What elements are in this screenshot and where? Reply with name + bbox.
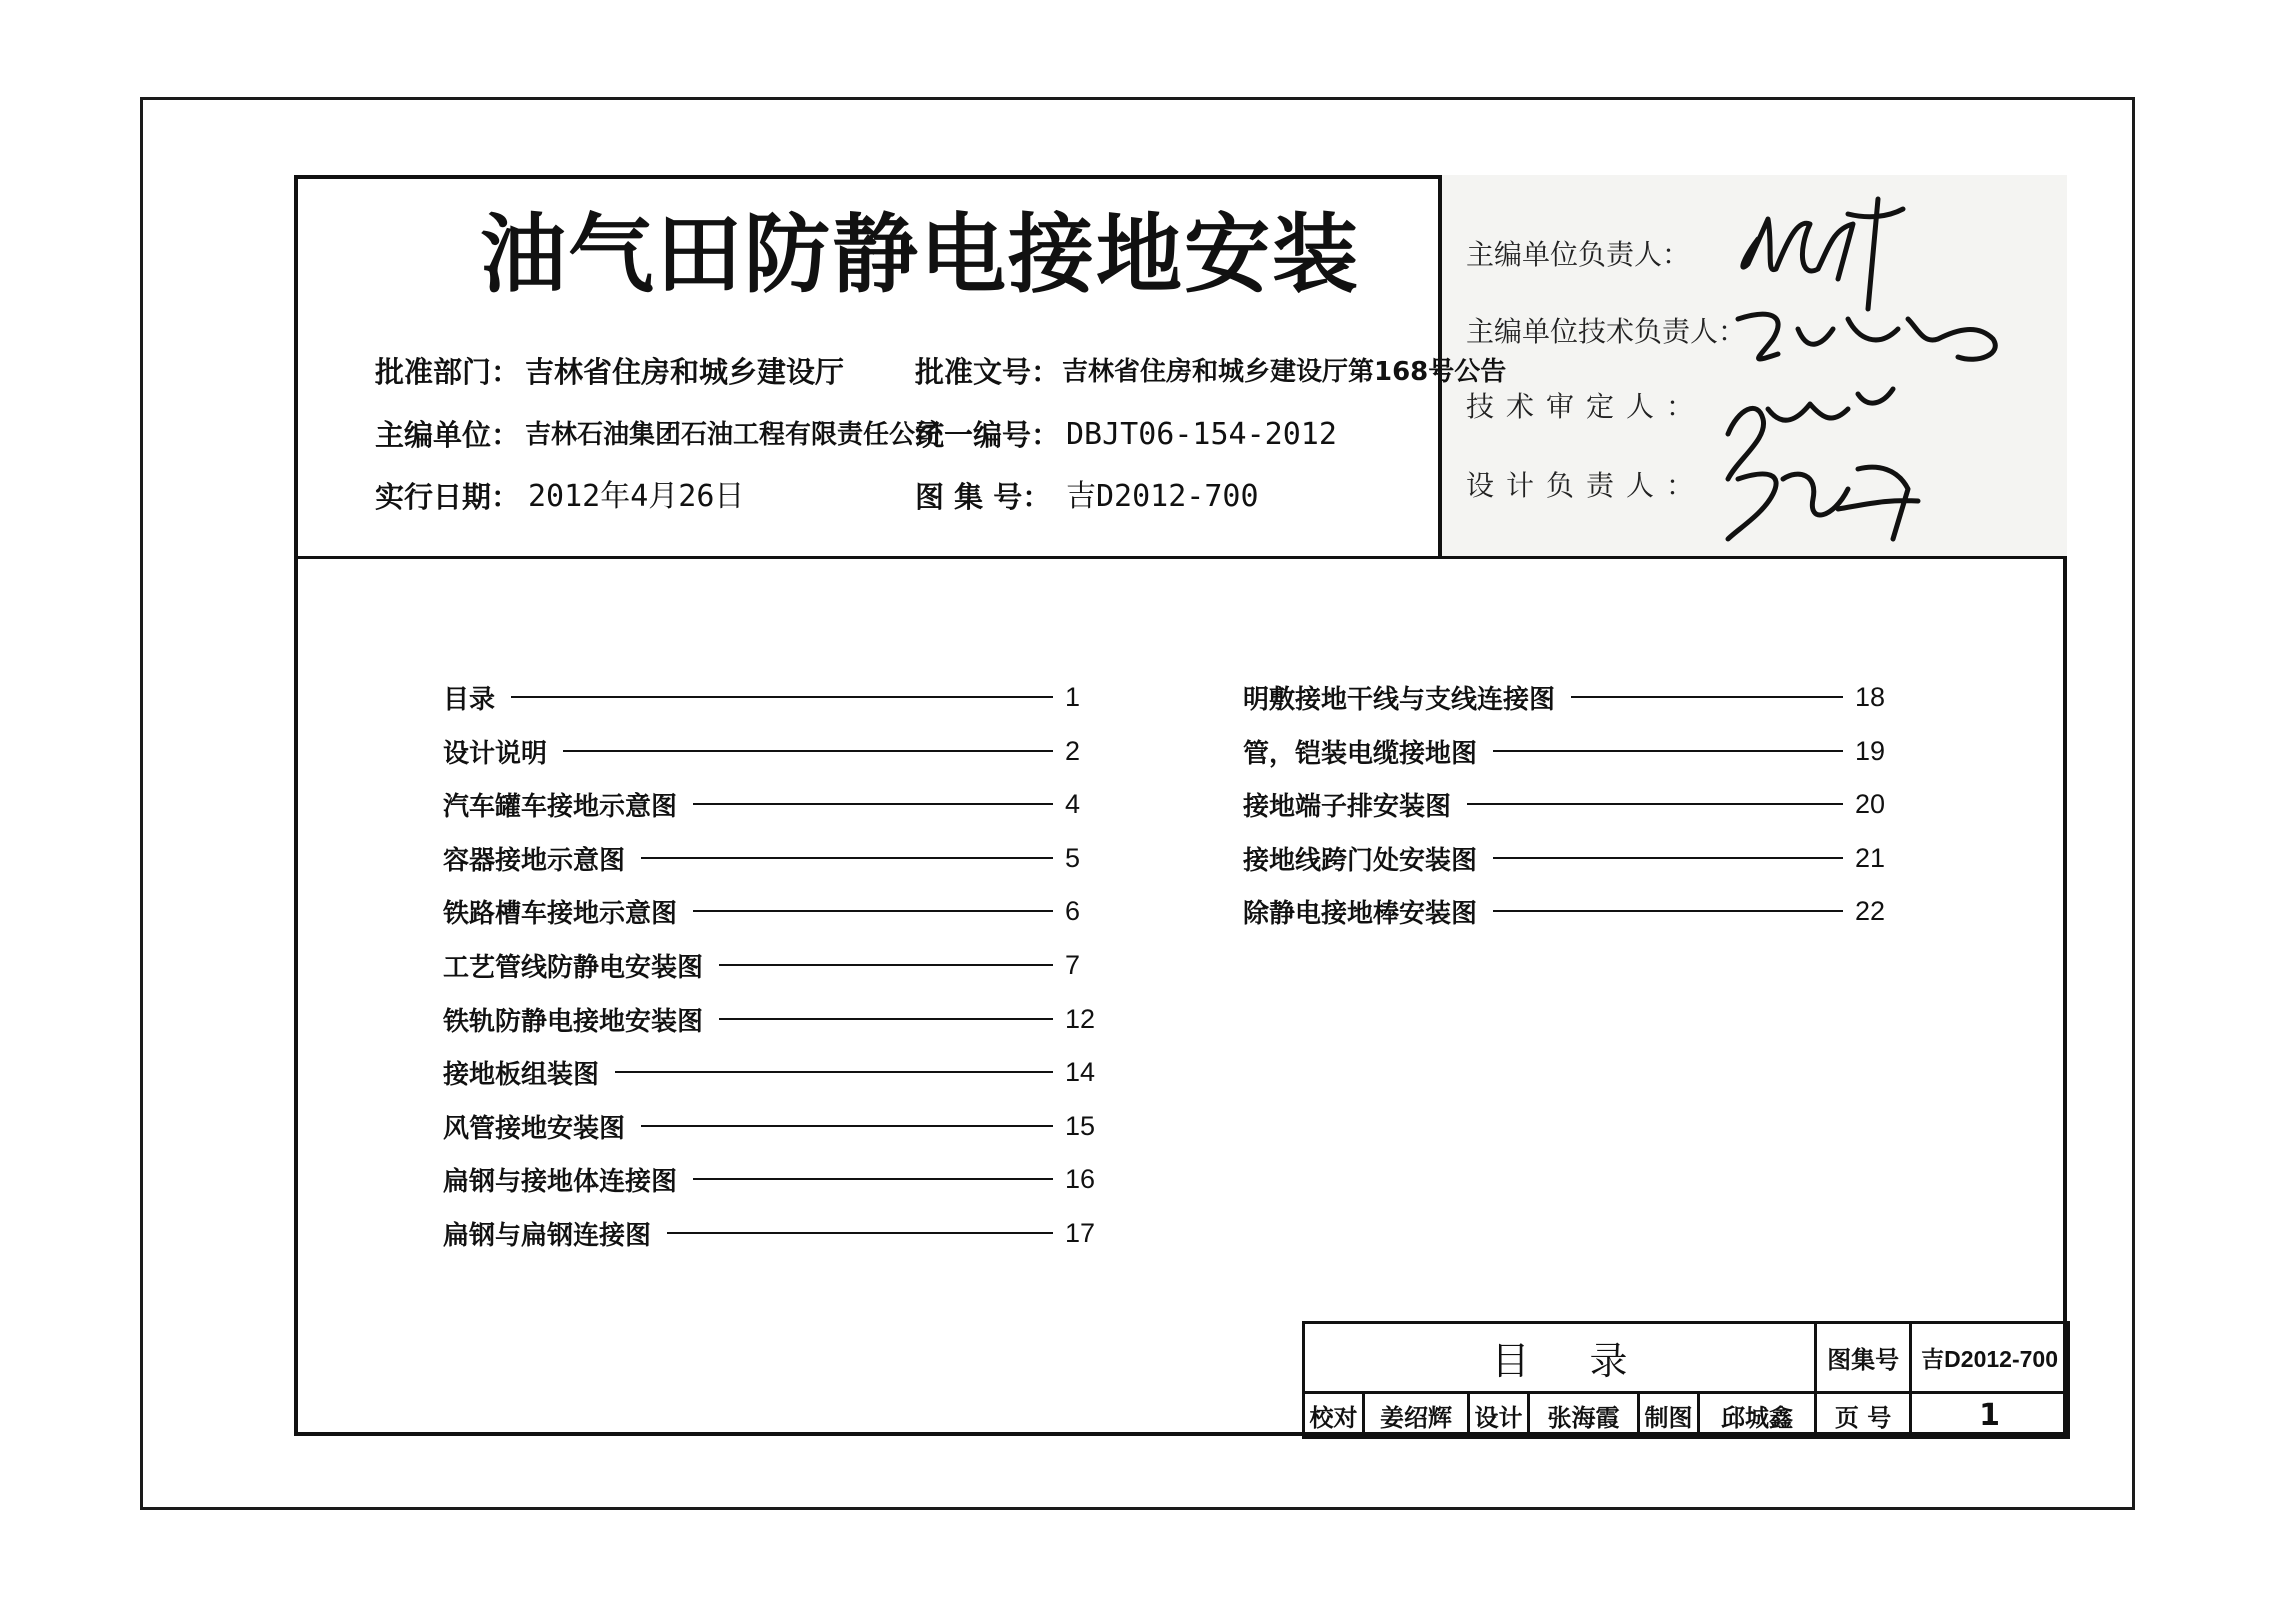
toc-row[interactable] — [443, 999, 1113, 1039]
toc-label: 目录 — [443, 684, 496, 715]
signature-2 — [1738, 314, 1995, 359]
effective-date-value: 2012年4月26日 — [528, 479, 745, 514]
toc-label: 除静电接地棒安装图 — [1243, 898, 1478, 929]
title-block — [1302, 1321, 2070, 1439]
toc-leader — [1571, 696, 1843, 698]
toc-leader — [1493, 857, 1843, 859]
atlas-no-label: 图集号 — [1816, 1323, 1911, 1393]
toc-row[interactable] — [443, 1052, 1113, 1092]
effective-date-label: 实行日期： — [375, 480, 521, 514]
toc-leader — [1493, 910, 1843, 912]
toc-label: 设计说明 — [443, 738, 548, 769]
atlas-no-value: 吉D2012-700 — [1911, 1323, 2069, 1393]
designer-name: 张海霞 — [1529, 1393, 1639, 1438]
toc-row[interactable] — [443, 838, 1113, 878]
document-title: 油气田防静电接地安装 — [480, 205, 1360, 305]
toc-row[interactable] — [1243, 891, 1903, 931]
draw-label: 制图 — [1639, 1393, 1699, 1438]
toc-row[interactable] — [1243, 677, 1903, 717]
toc-leader — [719, 1018, 1053, 1020]
toc-leader — [563, 750, 1053, 752]
toc-page-number: 7 — [1065, 949, 1081, 980]
signature-4 — [1728, 467, 1918, 539]
checker-name: 姜绍辉 — [1364, 1393, 1469, 1438]
unified-no-value: DBJT06-154-2012 — [1066, 417, 1337, 452]
toc-leader — [1467, 803, 1843, 805]
toc-row[interactable] — [443, 1213, 1113, 1253]
drafter-name: 邱城鑫 — [1699, 1393, 1816, 1438]
editor-unit-value: 吉林石油集团石油工程有限责任公司 — [525, 420, 942, 450]
toc-row[interactable] — [1243, 838, 1903, 878]
page-label: 页 号 — [1816, 1393, 1911, 1438]
atlas-no-label: 图 集 号： — [915, 480, 1052, 514]
approval-doc-value: 吉林省住房和城乡建设厅第168号公告 — [1062, 357, 1507, 387]
toc-page-number: 1 — [1065, 681, 1081, 712]
unified-no-label: 统一编号： — [915, 418, 1061, 452]
toc-label: 风管接地安装图 — [443, 1113, 626, 1144]
toc-page-number: 21 — [1855, 842, 1886, 873]
toc-row[interactable] — [443, 731, 1113, 771]
toc-page-number: 12 — [1065, 1003, 1096, 1034]
design-lead-label: 设计负责人： — [1466, 469, 1707, 502]
chief-editor-label: 主编单位负责人： — [1466, 238, 1691, 271]
approval-doc-label: 批准文号： — [915, 355, 1061, 389]
toc-row[interactable] — [443, 1159, 1113, 1199]
toc-label: 接地线跨门处安装图 — [1243, 845, 1478, 876]
toc-page-number: 14 — [1065, 1056, 1096, 1087]
editor-unit-label: 主编单位： — [375, 418, 521, 452]
approval-dept-label: 批准部门： — [375, 355, 521, 389]
toc-leader — [693, 1178, 1053, 1180]
toc-row[interactable] — [443, 891, 1113, 931]
toc-page-number: 22 — [1855, 895, 1886, 926]
toc-page-number: 6 — [1065, 895, 1081, 926]
toc-label: 扁钢与接地体连接图 — [443, 1166, 678, 1197]
signature-1 — [1743, 199, 1903, 309]
page-number: 1 — [1911, 1393, 2069, 1438]
toc-page-number: 4 — [1065, 788, 1081, 819]
toc-page-number: 18 — [1855, 681, 1886, 712]
toc-leader — [1493, 750, 1843, 752]
toc-label: 容器接地示意图 — [443, 845, 626, 876]
toc-page-number: 17 — [1065, 1217, 1096, 1248]
toc-page-number: 19 — [1855, 735, 1886, 766]
toc-page-number: 2 — [1065, 735, 1081, 766]
toc-leader — [667, 1232, 1053, 1234]
signature-scribbles — [1438, 179, 2063, 555]
toc-page-number: 15 — [1065, 1110, 1096, 1141]
toc-row[interactable] — [443, 677, 1113, 717]
toc-label: 铁轨防静电接地安装图 — [443, 1006, 704, 1037]
toc-leader — [719, 964, 1053, 966]
toc-row[interactable] — [443, 945, 1113, 985]
toc-label: 汽车罐车接地示意图 — [443, 791, 678, 822]
design-label: 设计 — [1469, 1393, 1529, 1438]
tech-lead-label: 主编单位技术负责人： — [1466, 315, 1747, 348]
toc-label: 扁钢与扁钢连接图 — [443, 1220, 652, 1251]
toc-label: 铁路槽车接地示意图 — [443, 898, 678, 929]
toc-page-number: 16 — [1065, 1163, 1096, 1194]
toc-row[interactable] — [1243, 784, 1903, 824]
toc-label: 接地端子排安装图 — [1243, 791, 1452, 822]
toc-leader — [641, 1125, 1053, 1127]
toc-leader — [693, 910, 1053, 912]
toc-leader — [511, 696, 1053, 698]
toc-page-number: 5 — [1065, 842, 1081, 873]
toc-row[interactable] — [443, 784, 1113, 824]
toc-page-number: 20 — [1855, 788, 1886, 819]
atlas-no-value: 吉D2012-700 — [1066, 479, 1259, 514]
header-divider — [294, 556, 2067, 559]
toc-row[interactable] — [1243, 731, 1903, 771]
toc-leader — [615, 1071, 1053, 1073]
toc-leader — [641, 857, 1053, 859]
toc-leader — [693, 803, 1053, 805]
toc-label: 明敷接地干线与支线连接图 — [1243, 684, 1556, 715]
toc-label: 管，铠装电缆接地图 — [1243, 738, 1478, 769]
toc-row[interactable] — [443, 1106, 1113, 1146]
sheet-title: 目录 — [1304, 1323, 1816, 1393]
toc-label: 接地板组装图 — [443, 1059, 600, 1090]
reviewer-label: 技术审定人： — [1466, 390, 1707, 423]
check-label: 校对 — [1304, 1393, 1364, 1438]
toc-label: 工艺管线防静电安装图 — [443, 952, 704, 983]
approval-dept-value: 吉林省住房和城乡建设厅 — [525, 355, 845, 389]
